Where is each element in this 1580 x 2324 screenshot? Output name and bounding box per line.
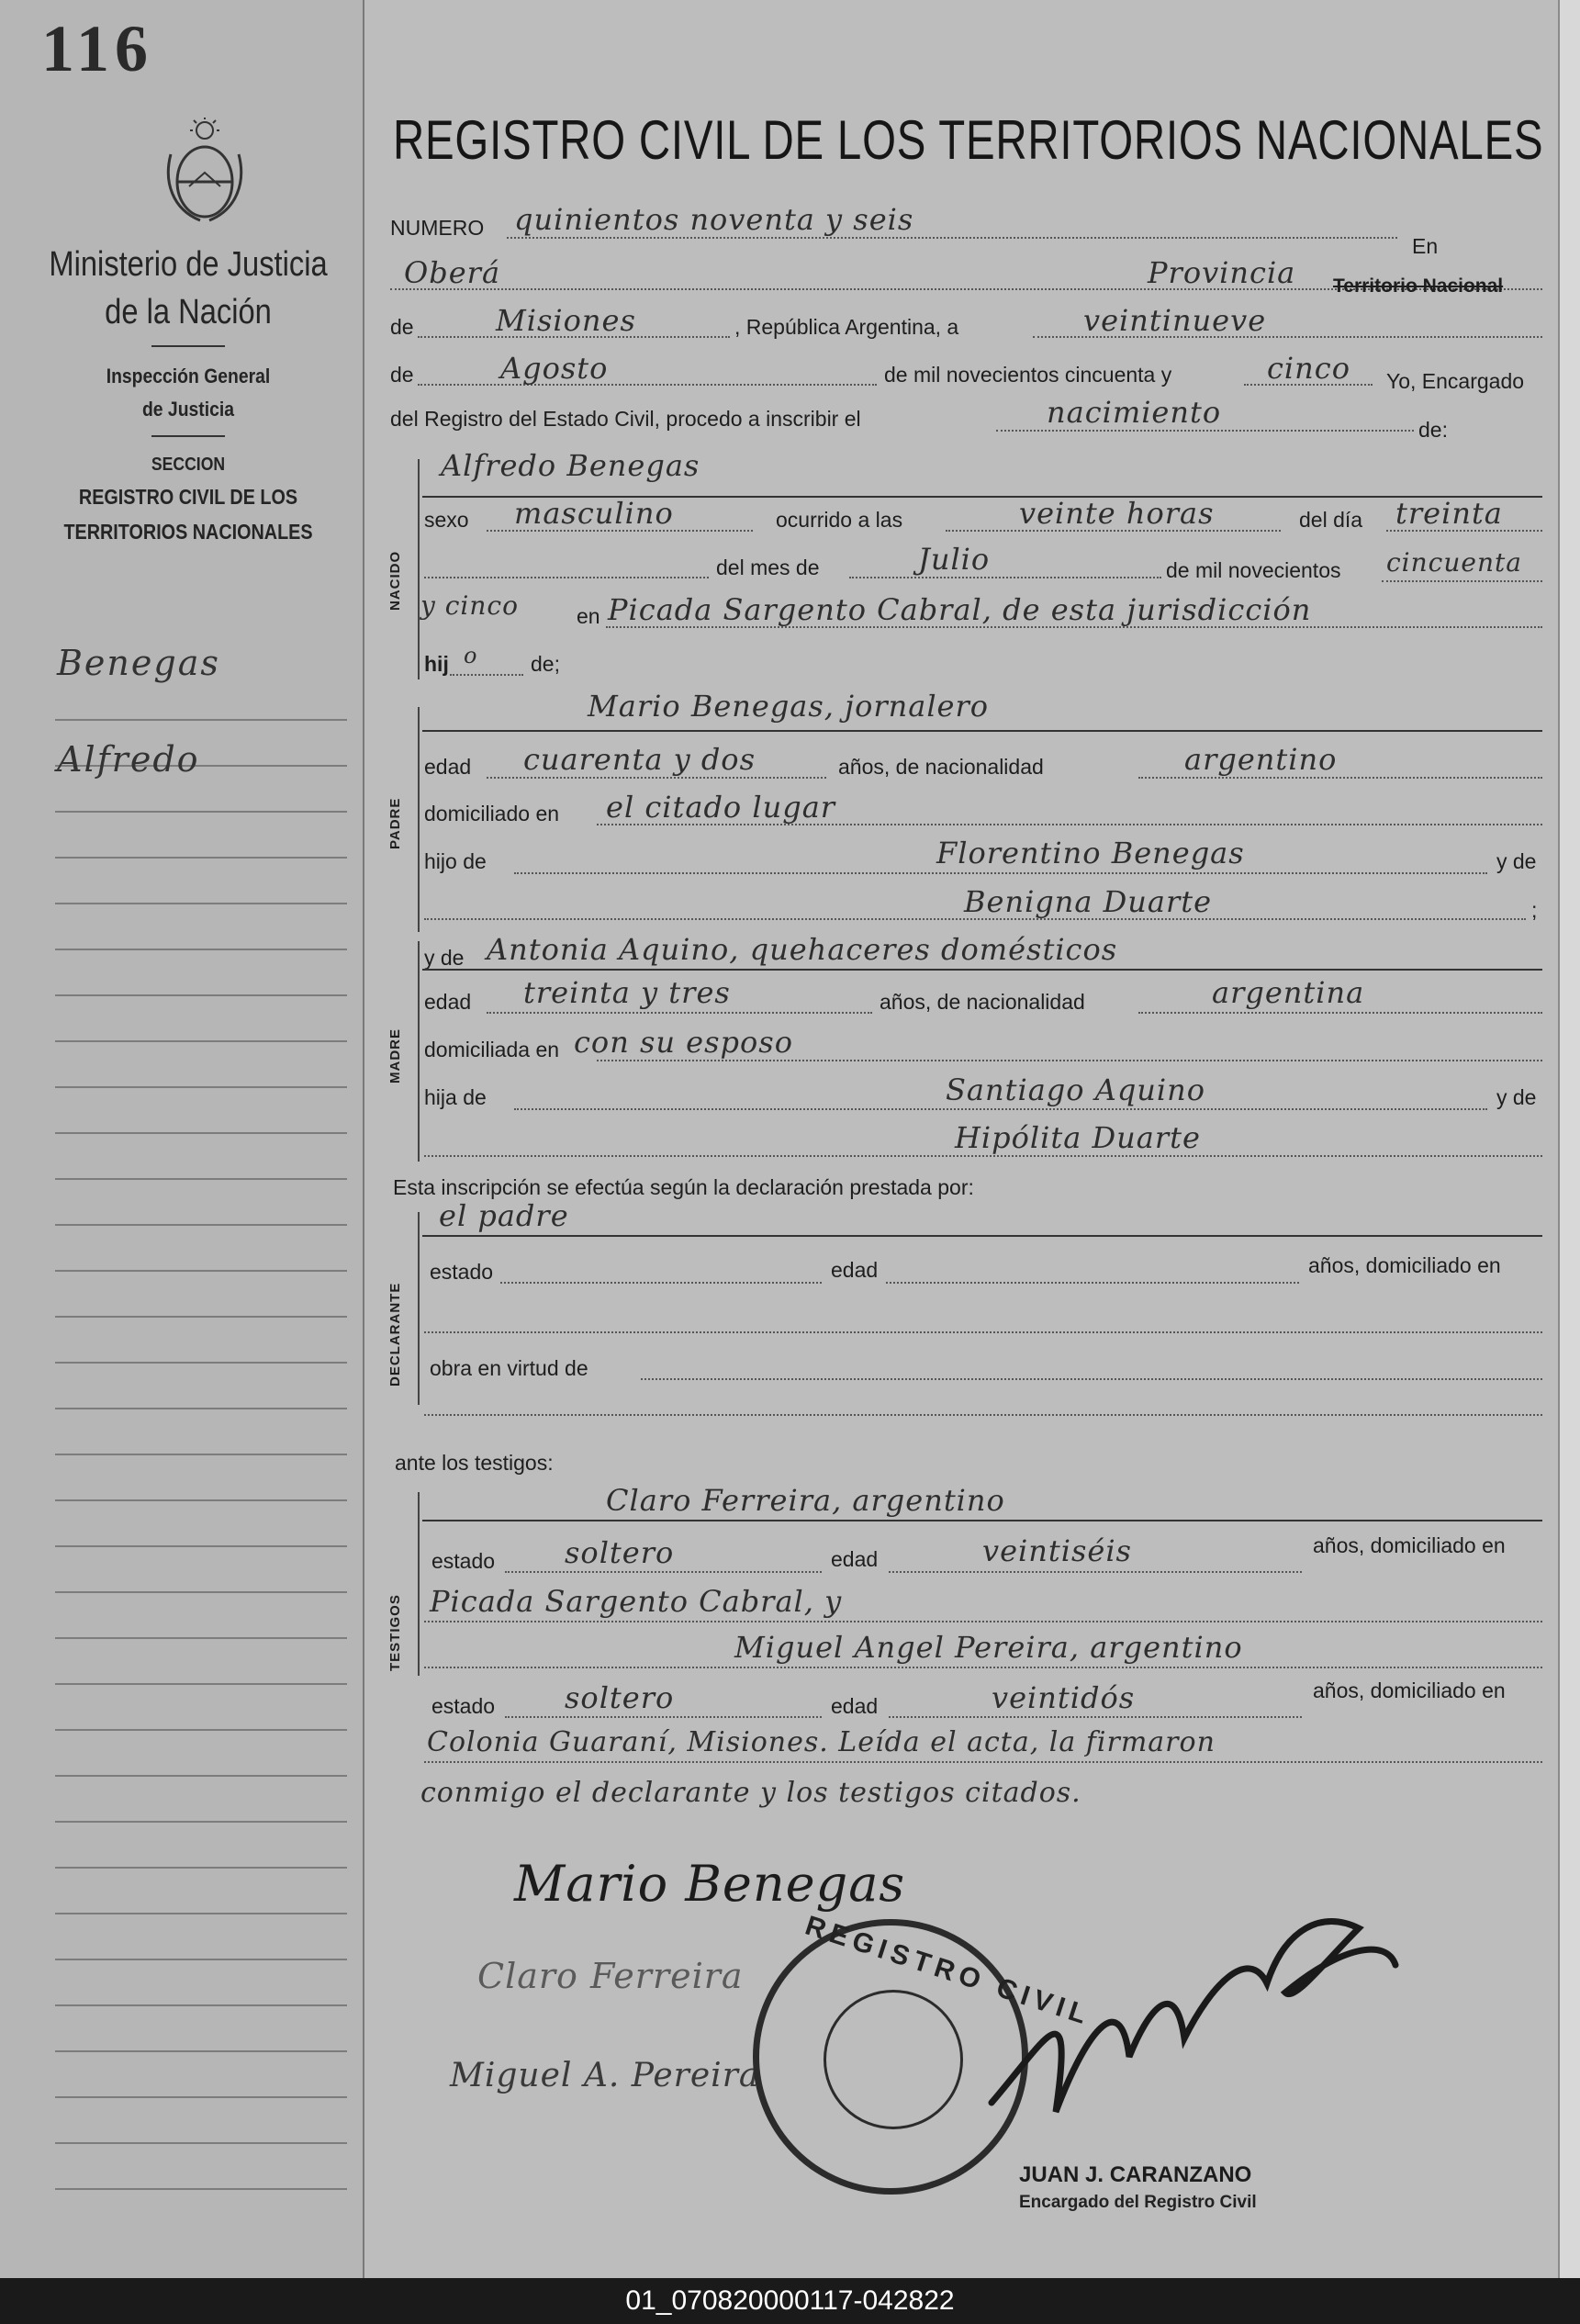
anio-value: cincuenta (1386, 547, 1522, 578)
hora-value: veinte horas (1019, 496, 1215, 531)
mes-value: Julio (918, 542, 991, 577)
coat-of-arms-icon (163, 118, 246, 228)
place-value: Oberá (404, 255, 501, 290)
testigos-side-label: TESTIGOS (387, 1594, 403, 1671)
dotted-line (424, 1414, 1542, 1416)
closing-text: conmigo el declarante y los testigos citados. (420, 1777, 1081, 1809)
sexo-value: masculino (514, 496, 674, 531)
dotted-line (996, 430, 1414, 432)
nacido-de-label: de; (531, 652, 560, 676)
official-name: JUAN J. CARANZANO (1019, 2162, 1252, 2187)
dotted-line (424, 1621, 1542, 1622)
margin-ruled-lines (55, 675, 347, 2190)
lugar-value: Picada Sargento Cabral, de esta jurisdicción (608, 592, 1312, 627)
nacido-name: Alfredo Benegas (441, 448, 700, 483)
testigo-2-edad-label: edad (831, 1694, 879, 1718)
margin-given-name: Alfredo (57, 739, 200, 780)
testigos-intro: ante los testigos: (395, 1451, 554, 1475)
dotted-line (500, 1282, 822, 1284)
padre-nacionalidad-label: años, de nacionalidad (838, 755, 1044, 779)
testigo-1-name: Claro Ferreira, argentino (606, 1483, 1005, 1518)
page-number: 116 (41, 12, 154, 85)
padre-father-value: Florentino Benegas (936, 836, 1245, 870)
dotted-line (424, 1155, 1542, 1157)
lugar-en-label: en (577, 604, 600, 628)
madre-name: Antonia Aquino, quehaceres domésticos (487, 932, 1118, 967)
testigo-2-domicilio: Colonia Guaraní, Misiones. Leída el acta, la firmaron (427, 1726, 1216, 1758)
day-value: veintinueve (1083, 303, 1267, 338)
dotted-line (424, 1667, 1542, 1668)
padre-nacionalidad-value: argentino (1184, 742, 1338, 777)
yo-label: Yo, Encargado (1386, 369, 1525, 393)
testigo-2-anios-label: años, domiciliado en (1313, 1678, 1506, 1702)
section-label: SECCION (151, 455, 226, 475)
page-edge (1558, 0, 1580, 2278)
madre-edad-value: treinta y tres (523, 975, 731, 1010)
testigo-1-estado-label: estado (431, 1549, 496, 1573)
de-label: de (390, 315, 414, 339)
month-value: Agosto (500, 351, 609, 386)
madre-father-value: Santiago Aquino (946, 1072, 1206, 1107)
dotted-line (1382, 580, 1542, 582)
testigo-1-edad-label: edad (831, 1547, 879, 1571)
testigo-2-estado-label: estado (431, 1694, 496, 1718)
padre-domicilio-label: domiciliado en (424, 802, 560, 825)
padre-side-label: PADRE (387, 797, 403, 849)
dia-value: treinta (1395, 496, 1503, 531)
testigo-2-name: Miguel Angel Pereira, argentino (734, 1630, 1243, 1665)
declarante-side-label: DECLARANTE (387, 1282, 403, 1387)
dotted-line (450, 674, 523, 676)
dotted-line (514, 1108, 1487, 1110)
declarante-intro: Esta inscripción se efectúa según la declaración prestada por: (393, 1175, 974, 1199)
registry-line-2: TERRITORIOS NACIONALES (63, 520, 313, 544)
republica-label: , República Argentina, a (734, 315, 959, 339)
dotted-line (505, 1571, 822, 1573)
dotted-line (641, 1378, 1542, 1380)
madre-y-de-label-2: y de (1496, 1085, 1537, 1109)
hij-value: o (464, 643, 478, 668)
ministry-line-2: de la Nación (105, 293, 272, 331)
hij-label: hij (424, 652, 449, 676)
de3-label: de: (1418, 418, 1448, 442)
dotted-line (889, 1571, 1302, 1573)
dotted-line (505, 1716, 822, 1718)
madre-domicilio-value: con su esposo (574, 1025, 793, 1060)
inspection-line-1: Inspección General (106, 365, 271, 387)
madre-mother-value: Hipólita Duarte (955, 1120, 1201, 1155)
padre-hijo-label: hijo de (424, 849, 487, 873)
dotted-line (487, 1012, 872, 1014)
padre-name: Mario Benegas, jornalero (588, 689, 990, 724)
ministry-header (18, 241, 358, 549)
dotted-line (514, 872, 1487, 874)
section-bracket (418, 941, 420, 1162)
margin-column (0, 0, 364, 2278)
stamp-text: REGISTRO CIVIL (801, 1910, 1095, 2032)
madre-y-de-label: y de (424, 946, 465, 970)
testigo-2-edad: veintidós (992, 1680, 1136, 1715)
territorio-label: Territorio Nacional (1333, 275, 1504, 297)
padre-domicilio-value: el citado lugar (606, 790, 836, 825)
padre-edad-value: cuarenta y dos (523, 742, 756, 777)
numero-label: NUMERO (390, 216, 485, 240)
madre-side-label: MADRE (387, 1028, 403, 1083)
dotted-line (487, 777, 826, 779)
padre-semicolon: ; (1531, 898, 1538, 922)
anio-label: de mil novecientos (1166, 558, 1341, 582)
de2-label: de (390, 363, 414, 387)
sexo-label: sexo (424, 508, 469, 532)
dotted-line (418, 384, 877, 386)
solid-line (422, 1235, 1542, 1237)
act-value: nacimiento (1047, 395, 1222, 430)
madre-hija-label: hija de (424, 1085, 487, 1109)
dotted-line (597, 1060, 1542, 1061)
dotted-line (507, 237, 1397, 239)
solid-line (422, 1520, 1542, 1521)
declarante-estado-label: estado (430, 1260, 494, 1284)
solid-line (422, 969, 1542, 971)
registro-label: del Registro del Estado Civil, procedo a inscribir el (390, 407, 861, 431)
testigo-1-anios-label: años, domiciliado en (1313, 1533, 1506, 1557)
mes-label: del mes de (716, 556, 820, 579)
dotted-line (886, 1282, 1299, 1284)
divider (151, 435, 225, 437)
image-id-caption: 01_070820000117-042822 (0, 2278, 1580, 2324)
section-bracket (418, 459, 420, 679)
testigo-1-edad: veintiséis (982, 1533, 1132, 1568)
year-label: de mil novecientos cincuenta y (884, 363, 1172, 387)
declarante-anios-label: años, domiciliado en (1308, 1253, 1501, 1277)
document-title: REGISTRO CIVIL DE LOS TERRITORIOS NACIONALES (393, 109, 1544, 171)
testigo-1-domicilio: Picada Sargento Cabral, y (430, 1584, 843, 1619)
solid-line (422, 730, 1542, 732)
madre-nacionalidad-value: argentina (1212, 975, 1365, 1010)
dotted-line (1138, 1012, 1542, 1014)
declarante-obra-label: obra en virtud de (430, 1356, 588, 1380)
madre-domicilio-label: domiciliada en (424, 1038, 560, 1061)
en-label: En (1412, 234, 1439, 258)
year-value: cinco (1267, 351, 1350, 386)
testigo-2-estado: soltero (565, 1680, 675, 1715)
province-name: Misiones (496, 303, 636, 338)
dotted-line (849, 577, 1161, 578)
padre-mother-value: Benigna Duarte (964, 884, 1213, 919)
dotted-line (424, 577, 709, 578)
madre-nacionalidad-label: años, de nacionalidad (880, 990, 1085, 1014)
padre-edad-label: edad (424, 755, 472, 779)
declarante-edad-label: edad (831, 1258, 879, 1282)
official-role: Encargado del Registro Civil (1019, 2193, 1257, 2212)
divider (151, 345, 225, 347)
provincia-value: Provincia (1148, 255, 1296, 290)
dotted-line (424, 1331, 1542, 1333)
official-signature-icon (973, 1873, 1414, 2149)
madre-edad-label: edad (424, 990, 472, 1014)
ocurrido-label: ocurrido a las (776, 508, 903, 532)
margin-surname: Benegas (57, 643, 220, 683)
dia-label: del día (1299, 508, 1363, 532)
section-bracket (418, 1212, 420, 1405)
nacido-side-label: NACIDO (387, 550, 403, 611)
inspection-line-2: de Justicia (141, 398, 235, 421)
declarante-value: el padre (439, 1198, 569, 1233)
dotted-line (889, 1716, 1302, 1718)
signature-testigo-1: Claro Ferreira (477, 1956, 744, 1996)
signature-testigo-2: Miguel A. Pereira (450, 2057, 760, 2094)
testigo-1-estado: soltero (565, 1535, 675, 1570)
registry-line-1: REGISTRO CIVIL DE LOS (78, 485, 298, 509)
dotted-line (424, 1761, 1542, 1763)
section-bracket (418, 707, 420, 932)
numero-value: quinientos noventa y seis (514, 202, 914, 237)
padre-y-de-label: y de (1496, 849, 1537, 873)
section-bracket (418, 1492, 420, 1676)
signature-declarante: Mario Benegas (514, 1855, 906, 1913)
dotted-line (1138, 777, 1542, 779)
anio-value-2: y cinco (420, 590, 519, 621)
ministry-line-1: Ministerio de Justicia (49, 245, 328, 284)
